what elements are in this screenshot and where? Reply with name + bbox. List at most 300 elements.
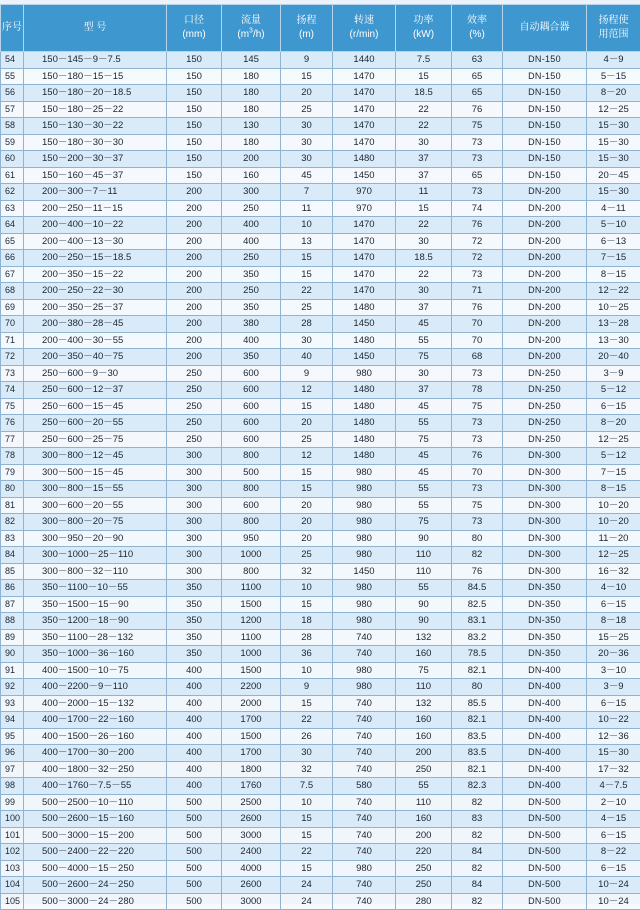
- table-row: [1, 266, 640, 283]
- cell-no: 79: [1, 464, 24, 481]
- cell-model: 250－600－25－75: [24, 431, 167, 448]
- cell-range: 8－18: [587, 613, 640, 630]
- cell-caliber: 250: [167, 415, 222, 432]
- cell-coupler: DN-400: [503, 662, 587, 679]
- cell-caliber: 250: [167, 365, 222, 382]
- cell-flow: 800: [222, 563, 281, 580]
- cell-efficiency: 72: [452, 233, 503, 250]
- cell-speed: 980: [333, 481, 396, 498]
- cell-flow: 600: [222, 431, 281, 448]
- cell-range: 5－12: [587, 382, 640, 399]
- cell-range: 5－15: [587, 68, 640, 85]
- cell-power: 7.5: [396, 52, 452, 69]
- cell-model: 500－4000－15－250: [24, 860, 167, 877]
- cell-no: 90: [1, 646, 24, 663]
- table-row: [1, 464, 640, 481]
- cell-no: 82: [1, 514, 24, 531]
- cell-efficiency: 83.5: [452, 745, 503, 762]
- cell-range: 7－15: [587, 464, 640, 481]
- cell-coupler: DN-300: [503, 481, 587, 498]
- cell-power: 55: [396, 415, 452, 432]
- table-row: [1, 448, 640, 465]
- cell-coupler: DN-500: [503, 827, 587, 844]
- cell-coupler: DN-250: [503, 431, 587, 448]
- cell-head: 20: [281, 530, 333, 547]
- cell-flow: 1000: [222, 547, 281, 564]
- cell-no: 75: [1, 398, 24, 415]
- cell-coupler: DN-250: [503, 382, 587, 399]
- cell-coupler: DN-200: [503, 299, 587, 316]
- cell-speed: 1470: [333, 250, 396, 267]
- cell-caliber: 200: [167, 200, 222, 217]
- cell-range: 15－25: [587, 629, 640, 646]
- cell-flow: 250: [222, 250, 281, 267]
- cell-coupler: DN-400: [503, 679, 587, 696]
- cell-coupler: DN-150: [503, 101, 587, 118]
- cell-speed: 1470: [333, 266, 396, 283]
- header-power: 功率 (kW): [396, 5, 452, 52]
- cell-flow: 1000: [222, 646, 281, 663]
- cell-head: 24: [281, 877, 333, 894]
- cell-head: 25: [281, 101, 333, 118]
- cell-head: 25: [281, 431, 333, 448]
- cell-efficiency: 73: [452, 415, 503, 432]
- cell-model: 150－145－9－7.5: [24, 52, 167, 69]
- cell-power: 37: [396, 382, 452, 399]
- cell-no: 60: [1, 151, 24, 168]
- cell-efficiency: 71: [452, 283, 503, 300]
- table-row: [1, 646, 640, 663]
- cell-no: 56: [1, 85, 24, 102]
- cell-speed: 1480: [333, 398, 396, 415]
- cell-power: 30: [396, 365, 452, 382]
- cell-flow: 500: [222, 464, 281, 481]
- table-row: [1, 497, 640, 514]
- cell-caliber: 350: [167, 646, 222, 663]
- cell-range: 3－9: [587, 365, 640, 382]
- cell-model: 400－1500－26－160: [24, 728, 167, 745]
- cell-speed: 1470: [333, 217, 396, 234]
- cell-head: 22: [281, 844, 333, 861]
- table-row: [1, 332, 640, 349]
- cell-range: 10－24: [587, 877, 640, 894]
- cell-caliber: 150: [167, 151, 222, 168]
- cell-efficiency: 73: [452, 481, 503, 498]
- cell-efficiency: 85.5: [452, 695, 503, 712]
- cell-range: 12－22: [587, 283, 640, 300]
- cell-speed: 1480: [333, 382, 396, 399]
- cell-power: 30: [396, 283, 452, 300]
- cell-model: 500－2600－15－160: [24, 811, 167, 828]
- table-row: [1, 398, 640, 415]
- cell-no: 99: [1, 794, 24, 811]
- cell-flow: 600: [222, 365, 281, 382]
- cell-coupler: DN-150: [503, 68, 587, 85]
- cell-coupler: DN-200: [503, 184, 587, 201]
- cell-model: 350－1500－15－90: [24, 596, 167, 613]
- cell-caliber: 300: [167, 563, 222, 580]
- cell-caliber: 200: [167, 332, 222, 349]
- cell-caliber: 150: [167, 134, 222, 151]
- table-row: [1, 530, 640, 547]
- cell-coupler: DN-200: [503, 233, 587, 250]
- table-row: [1, 613, 640, 630]
- cell-head: 25: [281, 547, 333, 564]
- cell-model: 200－300－7－11: [24, 184, 167, 201]
- cell-head: 22: [281, 283, 333, 300]
- cell-head: 11: [281, 200, 333, 217]
- table-row: [1, 877, 640, 894]
- header-range: 扬程使 用范围: [587, 5, 640, 52]
- cell-efficiency: 65: [452, 68, 503, 85]
- cell-range: 20－45: [587, 167, 640, 184]
- cell-range: 8－20: [587, 415, 640, 432]
- cell-flow: 180: [222, 68, 281, 85]
- cell-head: 7.5: [281, 778, 333, 795]
- cell-caliber: 250: [167, 398, 222, 415]
- cell-power: 55: [396, 332, 452, 349]
- cell-efficiency: 83: [452, 811, 503, 828]
- cell-model: 200－250－15－18.5: [24, 250, 167, 267]
- cell-efficiency: 80: [452, 679, 503, 696]
- cell-caliber: 500: [167, 893, 222, 910]
- cell-range: 11－20: [587, 530, 640, 547]
- cell-no: 71: [1, 332, 24, 349]
- cell-power: 75: [396, 662, 452, 679]
- cell-speed: 740: [333, 877, 396, 894]
- cell-power: 15: [396, 200, 452, 217]
- cell-power: 132: [396, 695, 452, 712]
- cell-caliber: 300: [167, 530, 222, 547]
- cell-efficiency: 82: [452, 547, 503, 564]
- cell-coupler: DN-200: [503, 283, 587, 300]
- cell-range: 20－40: [587, 349, 640, 366]
- cell-head: 32: [281, 563, 333, 580]
- table-row: [1, 728, 640, 745]
- cell-coupler: DN-400: [503, 778, 587, 795]
- cell-efficiency: 84.5: [452, 580, 503, 597]
- cell-efficiency: 75: [452, 118, 503, 135]
- cell-coupler: DN-250: [503, 398, 587, 415]
- cell-caliber: 500: [167, 860, 222, 877]
- cell-no: 70: [1, 316, 24, 333]
- cell-flow: 180: [222, 101, 281, 118]
- cell-coupler: DN-300: [503, 563, 587, 580]
- cell-coupler: DN-300: [503, 514, 587, 531]
- cell-efficiency: 70: [452, 464, 503, 481]
- cell-head: 15: [281, 596, 333, 613]
- cell-power: 250: [396, 877, 452, 894]
- cell-efficiency: 76: [452, 217, 503, 234]
- cell-efficiency: 78.5: [452, 646, 503, 663]
- cell-speed: 980: [333, 679, 396, 696]
- cell-speed: 740: [333, 827, 396, 844]
- cell-speed: 1470: [333, 118, 396, 135]
- cell-model: 250－600－20－55: [24, 415, 167, 432]
- cell-efficiency: 75: [452, 497, 503, 514]
- cell-coupler: DN-150: [503, 118, 587, 135]
- cell-coupler: DN-500: [503, 811, 587, 828]
- cell-flow: 160: [222, 167, 281, 184]
- cell-caliber: 500: [167, 827, 222, 844]
- cell-coupler: DN-350: [503, 629, 587, 646]
- cell-head: 10: [281, 662, 333, 679]
- cell-caliber: 500: [167, 844, 222, 861]
- cell-efficiency: 70: [452, 332, 503, 349]
- cell-speed: 980: [333, 662, 396, 679]
- cell-model: 500－2600－24－250: [24, 877, 167, 894]
- cell-speed: 1480: [333, 299, 396, 316]
- cell-power: 30: [396, 233, 452, 250]
- cell-head: 13: [281, 233, 333, 250]
- cell-head: 36: [281, 646, 333, 663]
- cell-caliber: 350: [167, 629, 222, 646]
- cell-speed: 740: [333, 712, 396, 729]
- cell-speed: 980: [333, 580, 396, 597]
- cell-caliber: 200: [167, 184, 222, 201]
- table-row: [1, 217, 640, 234]
- cell-head: 15: [281, 860, 333, 877]
- cell-speed: 1470: [333, 101, 396, 118]
- cell-model: 500－2400－22－220: [24, 844, 167, 861]
- cell-flow: 3000: [222, 893, 281, 910]
- cell-efficiency: 82.3: [452, 778, 503, 795]
- cell-head: 28: [281, 316, 333, 333]
- cell-caliber: 150: [167, 118, 222, 135]
- cell-no: 81: [1, 497, 24, 514]
- cell-range: 12－25: [587, 431, 640, 448]
- table-row: [1, 695, 640, 712]
- cell-range: 13－30: [587, 332, 640, 349]
- cell-power: 250: [396, 860, 452, 877]
- cell-speed: 970: [333, 200, 396, 217]
- cell-flow: 1100: [222, 629, 281, 646]
- cell-caliber: 350: [167, 596, 222, 613]
- cell-no: 102: [1, 844, 24, 861]
- table-row: [1, 233, 640, 250]
- cell-head: 22: [281, 712, 333, 729]
- table-header: [1, 5, 640, 52]
- cell-head: 20: [281, 85, 333, 102]
- cell-no: 77: [1, 431, 24, 448]
- cell-caliber: 200: [167, 283, 222, 300]
- cell-flow: 180: [222, 85, 281, 102]
- cell-model: 250－600－15－45: [24, 398, 167, 415]
- cell-coupler: DN-150: [503, 85, 587, 102]
- table-row: [1, 68, 640, 85]
- cell-efficiency: 68: [452, 349, 503, 366]
- cell-caliber: 250: [167, 382, 222, 399]
- cell-head: 12: [281, 382, 333, 399]
- cell-efficiency: 72: [452, 250, 503, 267]
- cell-head: 45: [281, 167, 333, 184]
- cell-model: 300－800－15－55: [24, 481, 167, 498]
- cell-model: 150－180－20－18.5: [24, 85, 167, 102]
- cell-flow: 600: [222, 415, 281, 432]
- cell-flow: 145: [222, 52, 281, 69]
- table-body: [1, 52, 640, 910]
- cell-speed: 980: [333, 497, 396, 514]
- cell-coupler: DN-150: [503, 52, 587, 69]
- table-row: [1, 827, 640, 844]
- cell-no: 73: [1, 365, 24, 382]
- cell-model: 300－800－12－45: [24, 448, 167, 465]
- cell-range: 5－10: [587, 217, 640, 234]
- cell-model: 200－380－28－45: [24, 316, 167, 333]
- cell-model: 300－600－20－55: [24, 497, 167, 514]
- cell-no: 96: [1, 745, 24, 762]
- cell-flow: 2500: [222, 794, 281, 811]
- cell-range: 15－30: [587, 184, 640, 201]
- cell-range: 3－9: [587, 679, 640, 696]
- table-row: [1, 52, 640, 69]
- cell-range: 4－15: [587, 811, 640, 828]
- cell-no: 86: [1, 580, 24, 597]
- cell-speed: 1450: [333, 349, 396, 366]
- cell-efficiency: 82: [452, 860, 503, 877]
- cell-model: 200－250－22－30: [24, 283, 167, 300]
- cell-model: 500－2500－10－110: [24, 794, 167, 811]
- cell-range: 15－30: [587, 151, 640, 168]
- cell-speed: 980: [333, 860, 396, 877]
- cell-flow: 600: [222, 497, 281, 514]
- cell-speed: 580: [333, 778, 396, 795]
- cell-speed: 1450: [333, 316, 396, 333]
- cell-range: 2－10: [587, 794, 640, 811]
- table-row: [1, 662, 640, 679]
- cell-flow: 800: [222, 448, 281, 465]
- cell-range: 5－12: [587, 448, 640, 465]
- cell-head: 7: [281, 184, 333, 201]
- cell-caliber: 300: [167, 497, 222, 514]
- cell-caliber: 200: [167, 217, 222, 234]
- cell-caliber: 400: [167, 679, 222, 696]
- cell-coupler: DN-300: [503, 547, 587, 564]
- cell-no: 78: [1, 448, 24, 465]
- cell-head: 30: [281, 151, 333, 168]
- cell-power: 22: [396, 266, 452, 283]
- cell-caliber: 300: [167, 481, 222, 498]
- cell-efficiency: 74: [452, 200, 503, 217]
- cell-model: 300－1000－25－110: [24, 547, 167, 564]
- cell-no: 58: [1, 118, 24, 135]
- cell-speed: 740: [333, 893, 396, 910]
- cell-power: 75: [396, 431, 452, 448]
- cell-head: 30: [281, 118, 333, 135]
- cell-speed: 1470: [333, 85, 396, 102]
- cell-no: 80: [1, 481, 24, 498]
- cell-coupler: DN-200: [503, 332, 587, 349]
- cell-head: 32: [281, 761, 333, 778]
- cell-no: 83: [1, 530, 24, 547]
- cell-no: 104: [1, 877, 24, 894]
- cell-efficiency: 73: [452, 134, 503, 151]
- cell-range: 8－22: [587, 844, 640, 861]
- table-row: [1, 349, 640, 366]
- cell-caliber: 150: [167, 68, 222, 85]
- cell-flow: 300: [222, 184, 281, 201]
- cell-flow: 200: [222, 151, 281, 168]
- cell-caliber: 400: [167, 712, 222, 729]
- table-row: [1, 299, 640, 316]
- cell-speed: 740: [333, 761, 396, 778]
- cell-power: 45: [396, 448, 452, 465]
- cell-caliber: 150: [167, 85, 222, 102]
- table-row: [1, 415, 640, 432]
- cell-speed: 980: [333, 365, 396, 382]
- cell-no: 69: [1, 299, 24, 316]
- cell-caliber: 250: [167, 431, 222, 448]
- cell-efficiency: 82: [452, 893, 503, 910]
- cell-caliber: 200: [167, 299, 222, 316]
- cell-head: 10: [281, 217, 333, 234]
- cell-efficiency: 82: [452, 794, 503, 811]
- cell-no: 85: [1, 563, 24, 580]
- cell-coupler: DN-400: [503, 712, 587, 729]
- cell-no: 61: [1, 167, 24, 184]
- table-row: [1, 431, 640, 448]
- cell-flow: 400: [222, 233, 281, 250]
- cell-speed: 1470: [333, 134, 396, 151]
- cell-power: 22: [396, 217, 452, 234]
- cell-model: 300－950－20－90: [24, 530, 167, 547]
- cell-model: 200－250－11－15: [24, 200, 167, 217]
- table-row: [1, 101, 640, 118]
- cell-range: 8－15: [587, 266, 640, 283]
- cell-model: 150－200－30－37: [24, 151, 167, 168]
- cell-efficiency: 83.1: [452, 613, 503, 630]
- table-row: [1, 184, 640, 201]
- pump-spec-table: [0, 4, 640, 910]
- cell-no: 66: [1, 250, 24, 267]
- cell-coupler: DN-500: [503, 844, 587, 861]
- cell-coupler: DN-200: [503, 250, 587, 267]
- cell-caliber: 300: [167, 464, 222, 481]
- cell-efficiency: 83.2: [452, 629, 503, 646]
- cell-power: 45: [396, 316, 452, 333]
- cell-speed: 980: [333, 514, 396, 531]
- cell-no: 94: [1, 712, 24, 729]
- cell-range: 12－25: [587, 547, 640, 564]
- cell-flow: 250: [222, 283, 281, 300]
- cell-power: 90: [396, 596, 452, 613]
- table-row: [1, 745, 640, 762]
- table-row: [1, 596, 640, 613]
- table-row: [1, 580, 640, 597]
- cell-coupler: DN-500: [503, 877, 587, 894]
- table-row: [1, 151, 640, 168]
- cell-coupler: DN-200: [503, 349, 587, 366]
- cell-flow: 2000: [222, 695, 281, 712]
- cell-flow: 2400: [222, 844, 281, 861]
- cell-speed: 740: [333, 629, 396, 646]
- table-row: [1, 514, 640, 531]
- cell-speed: 740: [333, 811, 396, 828]
- cell-flow: 350: [222, 299, 281, 316]
- cell-model: 300－500－15－45: [24, 464, 167, 481]
- cell-range: 6－15: [587, 596, 640, 613]
- cell-speed: 980: [333, 530, 396, 547]
- cell-power: 37: [396, 151, 452, 168]
- cell-range: 3－10: [587, 662, 640, 679]
- cell-speed: 980: [333, 547, 396, 564]
- cell-speed: 1480: [333, 431, 396, 448]
- cell-flow: 800: [222, 481, 281, 498]
- cell-coupler: DN-350: [503, 646, 587, 663]
- cell-no: 91: [1, 662, 24, 679]
- cell-range: 15－30: [587, 134, 640, 151]
- cell-no: 55: [1, 68, 24, 85]
